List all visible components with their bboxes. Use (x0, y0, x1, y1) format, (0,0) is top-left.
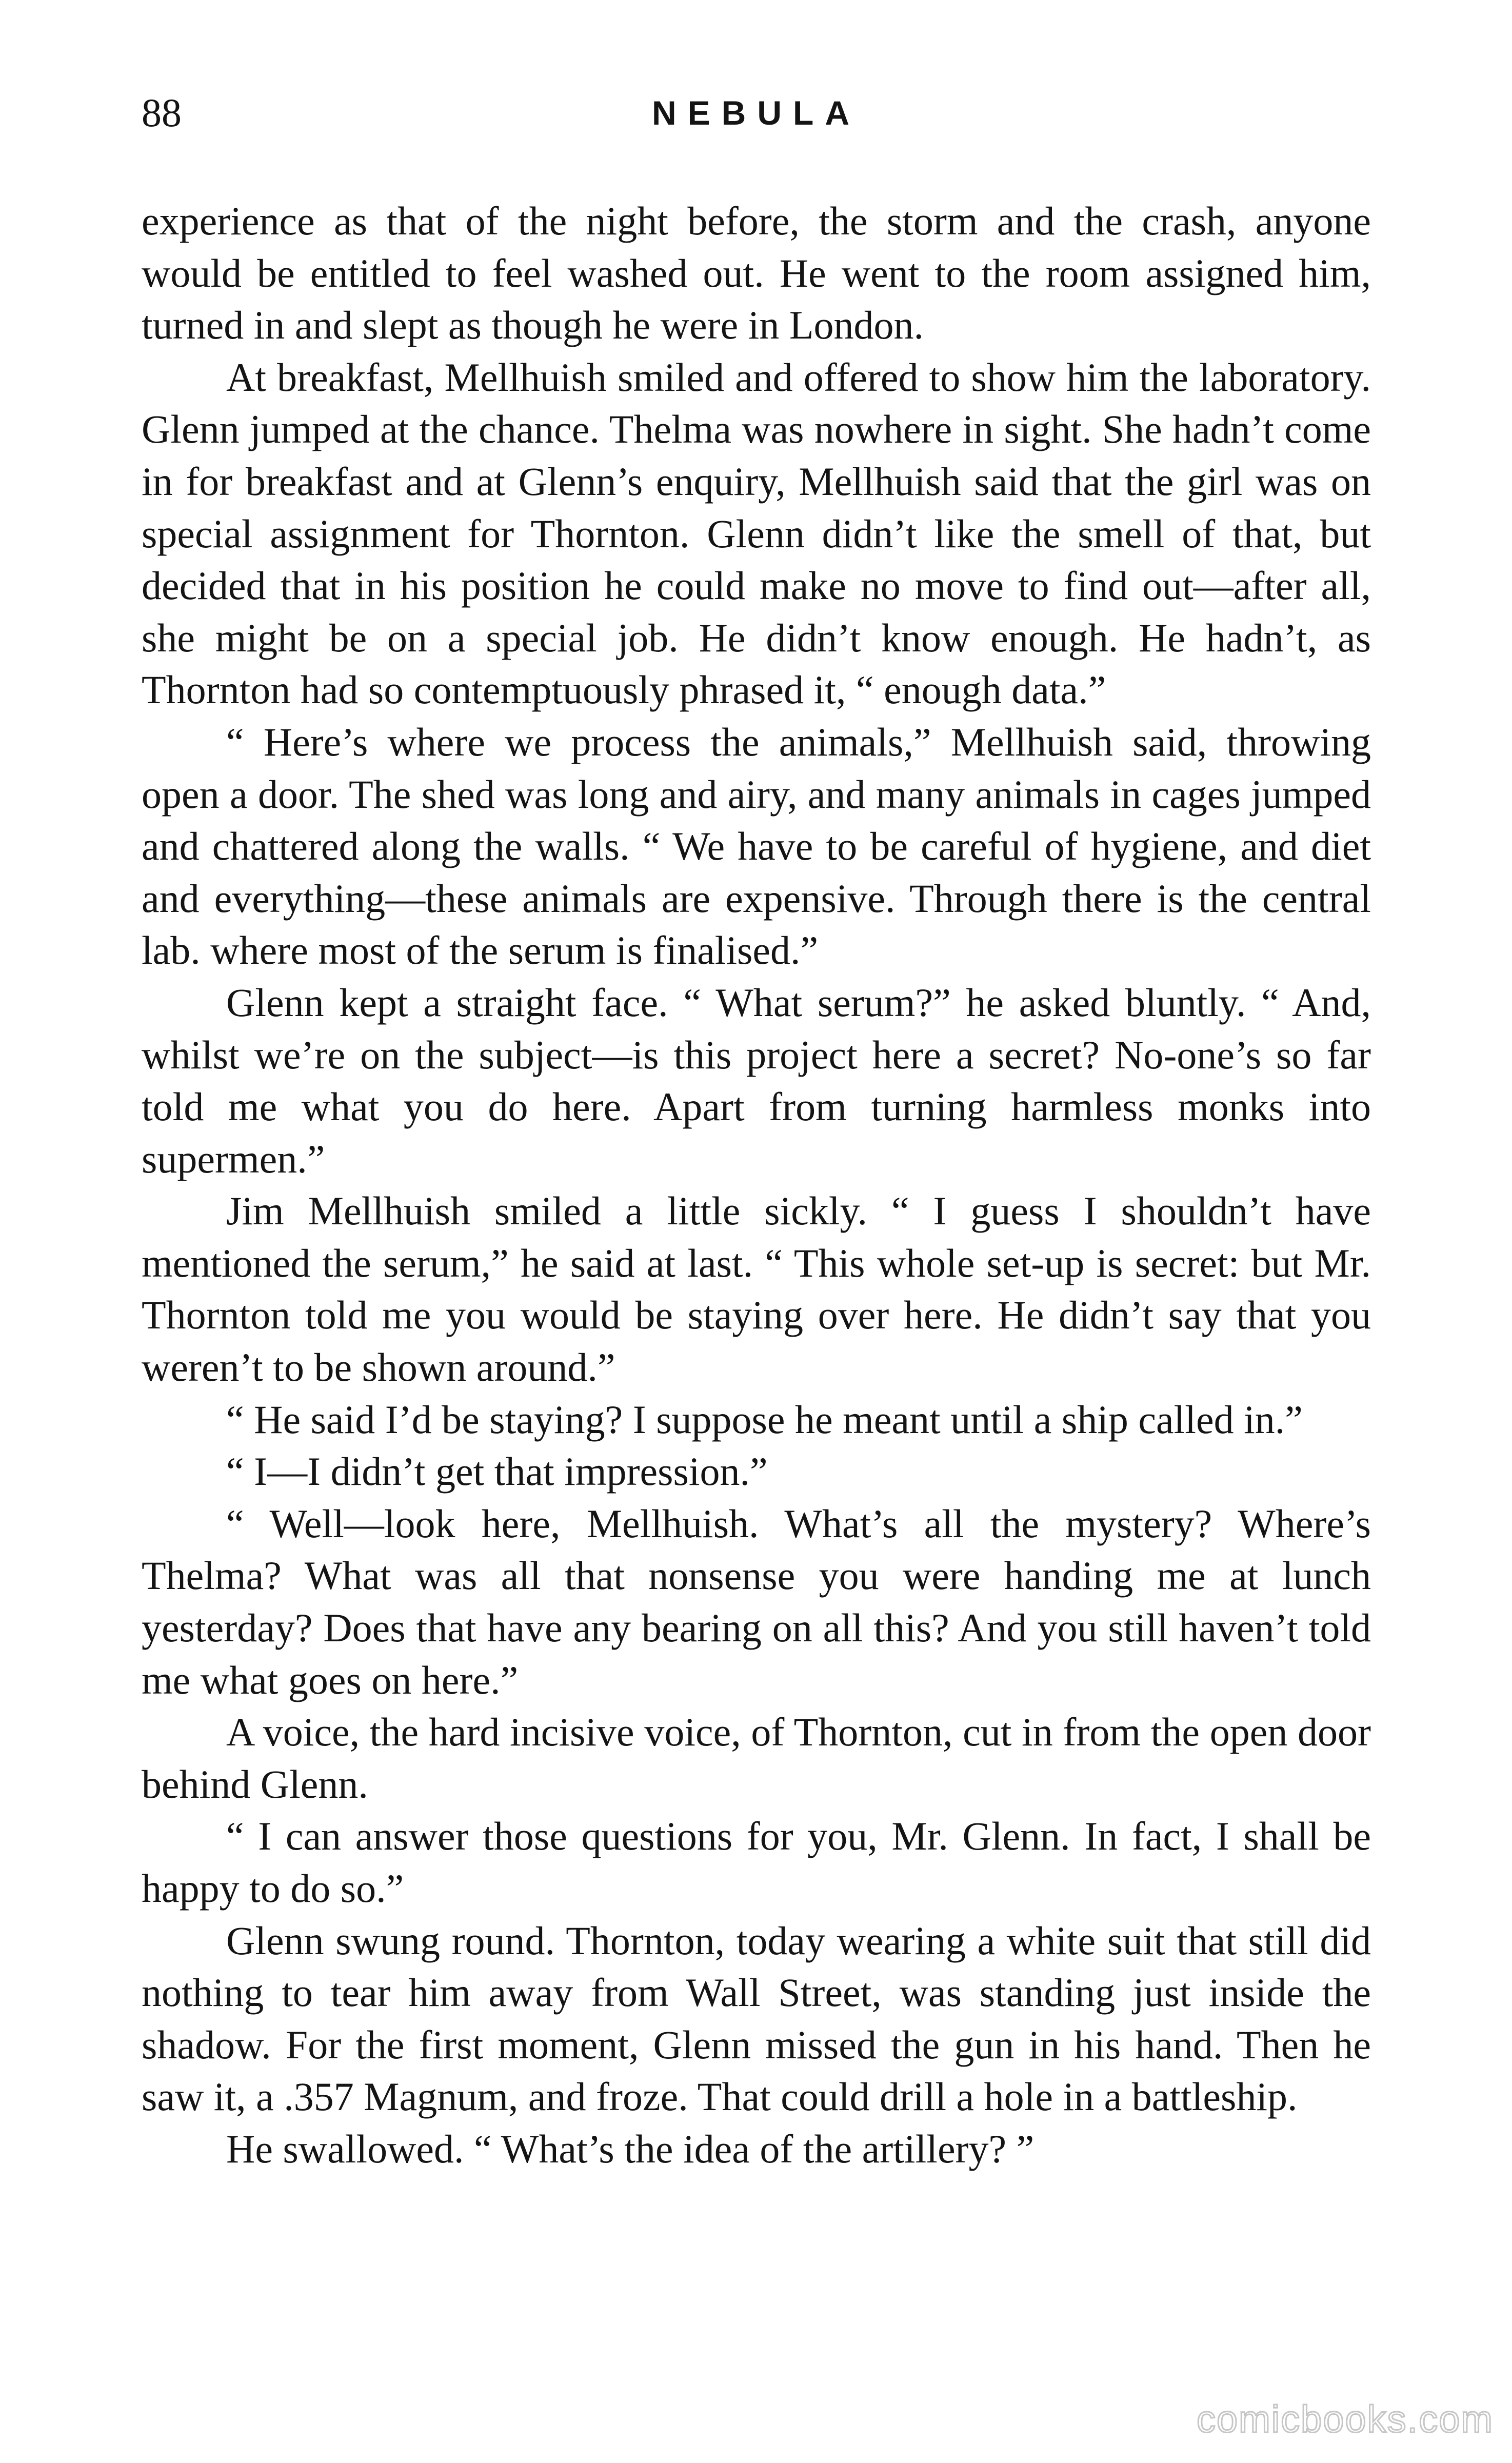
paragraph-4: Glenn kept a straight face. “ What serum?” he asked bluntly. “ And, whilst we’re on the subject—is this project here a secret? No-one’s so far told me what you do here. Apart from turning harmless monks into supermen.” (142, 980, 1371, 1181)
paragraph-11: Glenn swung round. Thornton, today wearing a white suit that still did nothing to tear him away from Wall Street, was standing just inside the shadow. For the first moment, Glenn missed the gun in his hand. Then he saw it, a .357 Magnum, and froze. That could drill a hole in a battleship. (142, 1918, 1371, 2119)
paragraph-12: He swallowed. “ What’s the idea of the artillery? ” (226, 2126, 1034, 2171)
paragraph-8: “ Well—look here, Mellhuish. What’s all the mystery? Where’s Thelma? What was all that nonsense you were handing me at lunch yesterday? Does that have any bearing on all this? And you still haven’t told me what goes on here.” (142, 1501, 1371, 1702)
paragraph-5: Jim Mellhuish smiled a little sickly. “ I guess I shouldn’t have mentioned the serum,” he said at last. “ This whole set-up is secret: but Mr. Thornton told me you would be staying over here. He didn’t say that you weren’t to be shown around.” (142, 1188, 1371, 1390)
running-head (142, 87, 1371, 149)
paragraph-6: “ He said I’d be staying? I suppose he meant until a ship called in.” (226, 1397, 1303, 1442)
paragraph-7: “ I—I didn’t get that impression.” (226, 1449, 768, 1494)
paragraph-1: experience as that of the night before, the storm and the crash, anyone would be entitled to feel washed out. He went to the room assigned him, turned in and slept as though he were in London. (142, 198, 1371, 348)
paragraph-3: “ Here’s where we process the animals,” Mellhuish said, throwing open a door. The shed was long and airy, and many animals in cages jumped and chattered along the walls. “ We have to be careful of hygiene, and diet and everything—these animals are expensive. Through there is the central lab. where most of the serum is finalised.” (142, 719, 1371, 973)
page-number: 88 (142, 90, 182, 135)
paragraph-10: “ I can answer those questions for you, Mr. Glenn. In fact, I shall be happy to do so.” (142, 1814, 1371, 1911)
body-text (142, 195, 1371, 2175)
paragraph-9: A voice, the hard incisive voice, of Thornton, cut in from the open door behind Glenn. (142, 1710, 1371, 1806)
paragraph-2: At breakfast, Mellhuish smiled and offered to show him the laboratory. Glenn jumped at the chance. Thelma was nowhere in sight. She hadn’t come in for breakfast and at Glenn’s enquiry, Mellhuish said that the girl was on special assignment for Thornton. Glenn didn’t like the smell of that, but decided that in his position he could make no move to find out—after all, she might be on a special job. He didn’t know enough. He hadn’t, as Thornton had so contemptuously phrased it, “ enough data.” (142, 354, 1371, 712)
running-title: NEBULA (652, 94, 861, 132)
watermark: comicbooks.com (1196, 2398, 1494, 2440)
